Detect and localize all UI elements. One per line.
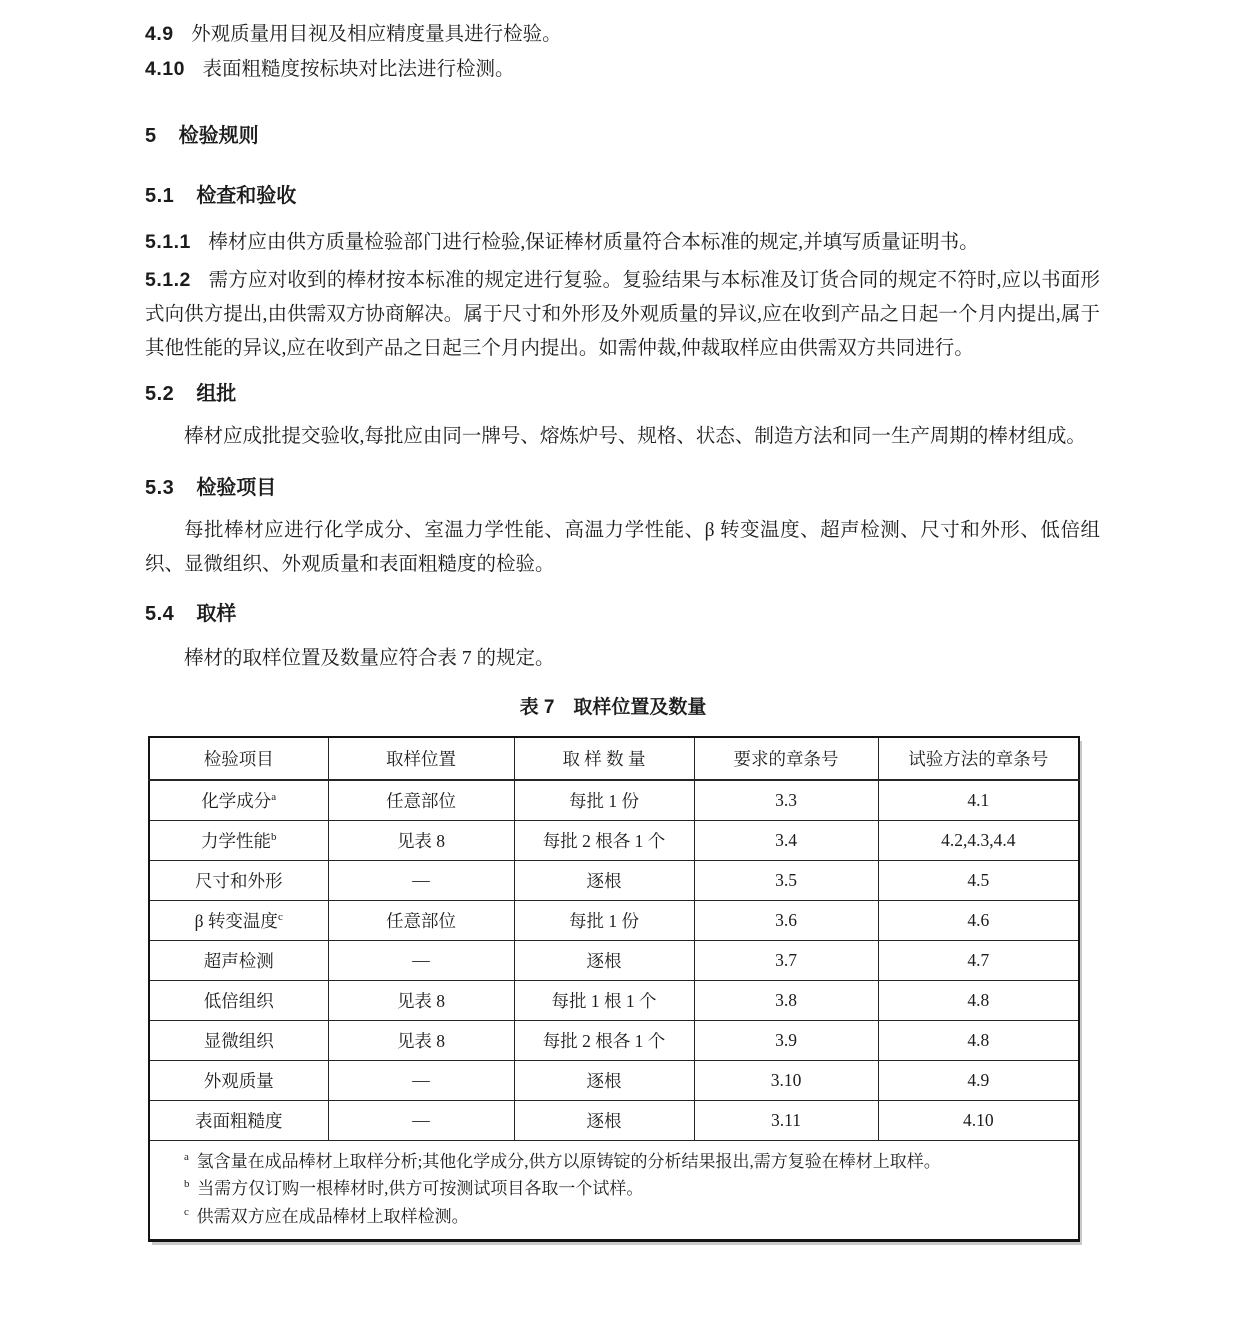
item-text: 外观质量	[203, 1070, 274, 1091]
clause-text: 需方应对收到的棒材按本标准的规定进行复验。复验结果与本标准及订货合同的规定不符时,应以书面形式向供方提出,由供需双方协商解决。属于尺寸和外形及外观质量的异议,应在收到产品之日起一个月内提出,属于其他性能的异议,应在收到产品之日起三个月内提出。如需仲裁,仲裁取样应由供需双方共同进行。	[145, 270, 1100, 359]
section-number: 5.2	[145, 383, 175, 405]
footnote-marker: c	[184, 1205, 189, 1218]
column-header-quantity: 取 样 数 量	[514, 737, 694, 780]
item-text: 力学性能	[201, 830, 271, 851]
footnote-text: 氢含量在成品棒材上取样分析;其他化学成分,供方以原铸锭的分析结果报出,需方复验在棒材上取样。	[196, 1151, 941, 1171]
chapter-number: 5	[145, 125, 157, 147]
cell-position: —	[328, 1060, 514, 1100]
cell-item	[149, 780, 328, 820]
cell-item	[149, 1100, 328, 1140]
footnote-text: 当需方仅订购一根棒材时,供方可按测试项目各取一个试样。	[197, 1179, 644, 1198]
item-text: 表面粗糙度	[195, 1110, 283, 1131]
section-title: 检验项目	[196, 477, 277, 499]
cell-quantity: 每批 1 份	[514, 900, 694, 940]
cell-quantity: 每批 2 根各 1 个	[514, 820, 694, 860]
cell-method: 4.7	[878, 940, 1079, 980]
section-5-4-body: 棒材的取样位置及数量应符合表 7 的规定。	[184, 648, 555, 669]
table-row	[149, 1020, 1079, 1060]
section-5-2-body: 棒材应成批提交验收,每批应由同一牌号、熔炼炉号、规格、状态、制造方法和同一生产周期的棒材组成。	[184, 426, 1086, 447]
cell-position: 任意部位	[328, 900, 514, 940]
cell-requirement: 3.6	[694, 900, 878, 940]
footnote-a	[184, 1148, 1058, 1176]
column-header-requirement: 要求的章条号	[694, 737, 878, 780]
footnote-c	[184, 1203, 1058, 1231]
column-header-item: 检验项目	[149, 737, 328, 780]
footnote-b	[184, 1175, 1058, 1203]
item-text: 显微组织	[203, 1030, 274, 1051]
cell-quantity: 每批 1 根 1 个	[514, 980, 694, 1020]
cell-quantity: 每批 1 份	[514, 780, 694, 820]
item-text: 尺寸和外形	[195, 870, 283, 891]
cell-method: 4.9	[878, 1060, 1079, 1100]
table-row	[149, 860, 1079, 900]
clause-number: 5.1.1	[145, 231, 191, 253]
section-number: 5.3	[145, 477, 175, 499]
section-title: 检查和验收	[196, 185, 297, 207]
cell-item	[149, 940, 328, 980]
clause-text: 外观质量用目视及相应精度量具进行检验。	[191, 24, 562, 45]
table-row	[149, 820, 1079, 860]
cell-item	[149, 860, 328, 900]
cell-quantity: 每批 2 根各 1 个	[514, 1020, 694, 1060]
cell-position: 见表 8	[328, 980, 514, 1020]
table-row	[149, 1100, 1079, 1140]
section-5-2-heading	[145, 382, 1100, 406]
cell-position: 见表 8	[328, 1020, 514, 1060]
cell-position: 见表 8	[328, 820, 514, 860]
cell-method: 4.10	[878, 1100, 1079, 1140]
footnote-marker: b	[184, 1178, 190, 1191]
column-header-position: 取样位置	[328, 737, 514, 780]
cell-requirement: 3.7	[694, 940, 878, 980]
clause-number: 5.1.2	[145, 269, 191, 291]
table-row	[149, 780, 1079, 820]
table-7-header	[149, 737, 1079, 780]
footnote-ref: b	[271, 830, 277, 843]
item-text: 化学成分	[201, 790, 272, 811]
clause-5-1-1	[145, 230, 1100, 255]
cell-requirement: 3.9	[694, 1020, 878, 1060]
cell-item	[149, 1020, 328, 1060]
cell-quantity: 逐根	[514, 940, 694, 980]
clause-text: 表面粗糙度按标块对比法进行检测。	[202, 59, 515, 80]
item-text: 超声检测	[203, 950, 274, 971]
cell-method: 4.8	[878, 980, 1079, 1020]
section-title: 取样	[196, 603, 237, 625]
table-row	[149, 940, 1079, 980]
footnote-text: 供需双方应在成品棒材上取样检测。	[196, 1206, 469, 1226]
table-7-caption: 表 7 取样位置及数量	[519, 697, 707, 718]
cell-requirement: 3.10	[694, 1060, 878, 1100]
cell-quantity: 逐根	[514, 1100, 694, 1140]
cell-method: 4.6	[878, 900, 1079, 940]
section-5-3-heading	[145, 476, 1100, 500]
cell-item	[149, 820, 328, 860]
footnote-ref: a	[271, 790, 277, 803]
section-title: 组批	[196, 383, 237, 405]
chapter-5-heading	[145, 124, 1100, 148]
section-number: 5.4	[145, 603, 175, 625]
cell-quantity: 逐根	[514, 860, 694, 900]
clause-number: 4.10	[145, 58, 185, 80]
chapter-title: 检验规则	[178, 125, 259, 147]
cell-requirement: 3.11	[694, 1100, 878, 1140]
table-7	[148, 736, 1080, 1242]
cell-quantity: 逐根	[514, 1060, 694, 1100]
clause-text: 棒材应由供方质量检验部门进行检验,保证棒材质量符合本标准的规定,并填写质量证明书。	[208, 232, 979, 253]
footnotes-row	[149, 1140, 1079, 1241]
clause-number: 4.9	[145, 23, 174, 45]
cell-requirement: 3.5	[694, 860, 878, 900]
section-5-4-heading	[145, 602, 1100, 626]
cell-position: —	[328, 940, 514, 980]
section-5-3-body: 每批棒材应进行化学成分、室温力学性能、高温力学性能、β 转变温度、超声检测、尺寸和外形、低倍组织、显微组织、外观质量和表面粗糙度的检验。	[145, 520, 1100, 575]
item-text: 低倍组织	[203, 990, 274, 1011]
cell-item	[149, 900, 328, 940]
table-row	[149, 980, 1079, 1020]
cell-method: 4.2,4.3,4.4	[878, 820, 1079, 860]
cell-method: 4.5	[878, 860, 1079, 900]
table-footnotes	[149, 1140, 1079, 1241]
footnote-marker: a	[184, 1150, 189, 1163]
clause-5-1-2	[145, 263, 1100, 366]
cell-position: 任意部位	[328, 780, 514, 820]
section-number: 5.1	[145, 185, 175, 207]
cell-method: 4.8	[878, 1020, 1079, 1060]
section-5-1-heading	[145, 184, 1100, 208]
item-text: β 转变温度	[194, 910, 278, 931]
cell-position: —	[328, 860, 514, 900]
cell-item	[149, 980, 328, 1020]
cell-requirement: 3.4	[694, 820, 878, 860]
cell-requirement: 3.8	[694, 980, 878, 1020]
clause-4-9	[145, 22, 1100, 47]
cell-item	[149, 1060, 328, 1100]
cell-requirement: 3.3	[694, 780, 878, 820]
cell-position: —	[328, 1100, 514, 1140]
clause-4-10	[145, 57, 1100, 82]
table-row	[149, 1060, 1079, 1100]
cell-method: 4.1	[878, 780, 1079, 820]
header-row	[149, 737, 1079, 780]
footnote-ref: c	[277, 910, 283, 923]
column-header-method: 试验方法的章条号	[878, 737, 1079, 780]
table-row	[149, 900, 1079, 940]
